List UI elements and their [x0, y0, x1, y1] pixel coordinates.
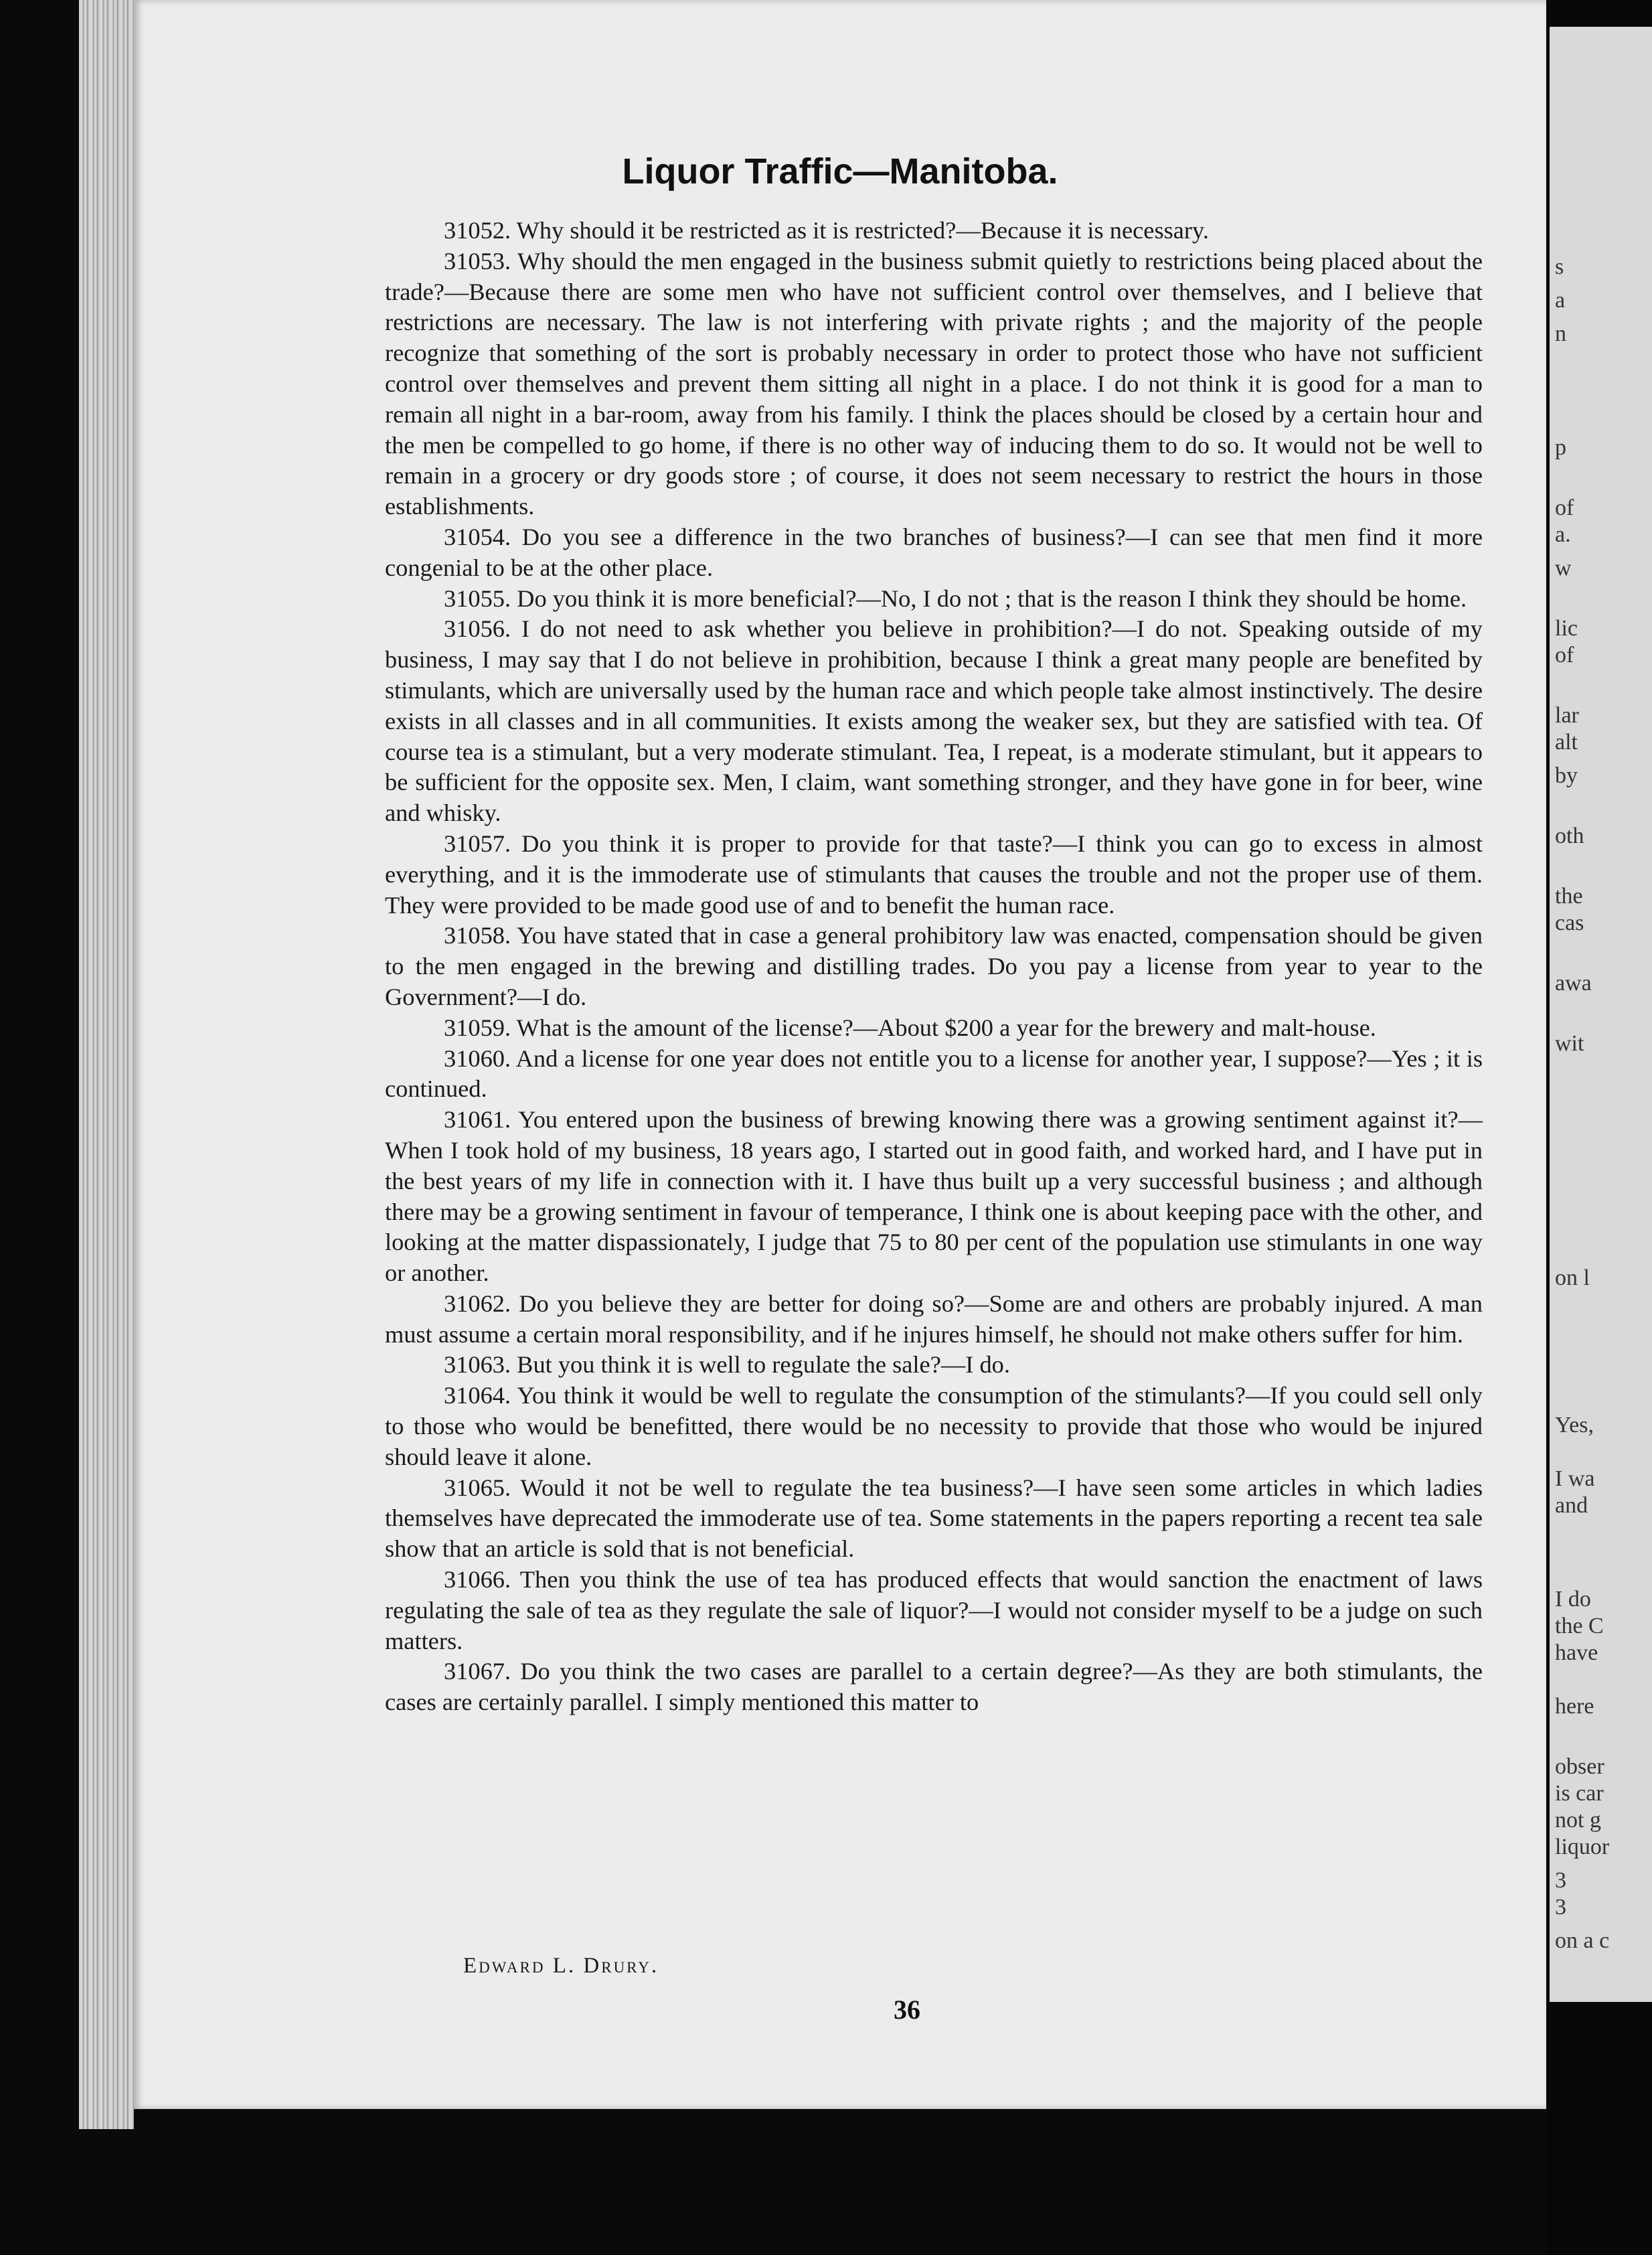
neighbor-fragment: on l [1555, 1265, 1590, 1290]
neighbor-fragment: I do [1555, 1587, 1591, 1612]
paragraph: 31053. Why should the men engaged in the business submit quietly to restrictions being placed about the trade?—Because there are some men who have not sufficient control over themselves, and I believe that restrictions are necessary. The law is not interfering with private rights ; and the majority of the people recognize that something of the sort is probably necessary in order to protect those who have not sufficient control over themselves and prevent them sitting all night in a place. I do not think it is good for a man to remain all night in a bar-room, away from his family. I think the places should be closed by a certain hour and the men be compelled to go home, if there is no other way of inducing them to do so. It would not be well to remain in a grocery or dry goods store ; of course, it does not seem necessary to restrict the hours in those establishments. [385, 247, 1483, 520]
paragraph: 31067. Do you think the two cases are parallel to a certain degree?—As they are both stimulants, the cases are certainly parallel. I simply mentioned this matter to [385, 1658, 1483, 1716]
paragraph: 31061. You entered upon the business of brewing knowing there was a growing sentiment against it?—When I took hold of my business, 18 years ago, I started out in good faith, and worked hard, and I have put in the best years of my life in connection with it. I have thus built up a very successful business ; and although there may be a growing sentiment in favour of temperance, I think one is about keeping pace with the other, and looking at the matter dispassionately, I judge that 75 to 80 per cent of the population use stimulants in one way or another. [385, 1106, 1483, 1287]
neighbor-fragment: obser [1555, 1754, 1604, 1779]
paragraph: 31056. I do not need to ask whether you believe in prohibition?—I do not. Speaking outside of my business, I may say that I do not believe in prohibition, because I think a great many people are benefited by stimulants, which are universally used by the human race and which people take almost instinctively. The desire exists in all classes and in all communities. It exists among the weaker sex, but they are satisfied with tea. Of course tea is a stimulant, but a very moderate stimulant. Tea, I repeat, is a moderate stimulant, but it appears to be sufficient for the opposite sex. Men, I claim, want something stronger, and they have gone in for beer, wine and whisky. [385, 615, 1483, 827]
neighbor-fragment: a [1555, 288, 1566, 313]
paragraph: 31054. Do you see a difference in the two branches of business?—I can see that men find it more congenial to be at the other place. [385, 523, 1483, 581]
neighbor-fragment: I wa [1555, 1466, 1595, 1491]
neighbor-fragment: the C [1555, 1614, 1604, 1638]
paragraph: 31052. Why should it be restricted as it is restricted?—Because it is necessary. [444, 217, 1209, 244]
neighbor-fragment: not g [1555, 1808, 1601, 1833]
neighbor-fragment: oth [1555, 824, 1584, 848]
neighbor-fragment: and [1555, 1493, 1588, 1518]
paragraph: 31065. Would it not be well to regulate the tea business?—I have seen some articles in which ladies themselves have deprecated the immoderate use of tea. Some statements in the papers reporting a recent tea sale show that an article is sold that is not beneficial. [385, 1474, 1483, 1563]
neighbor-fragment: of [1555, 643, 1574, 668]
neighbor-fragment: alt [1555, 730, 1578, 755]
neighbor-fragment: Yes, [1555, 1413, 1594, 1437]
paragraph: 31058. You have stated that in case a general prohibitory law was enacted, compensation should be given to the men engaged in the brewing and distilling trades. Do you pay a license from year to year to the Government?—I do. [385, 922, 1483, 1010]
paragraph: 31062. Do you believe they are better for doing so?—Some are and others are probably injured. A man must assume a certain moral responsibility, and if he injures himself, he should not make others suffer for him. [385, 1290, 1483, 1348]
neighbor-fragment: 3 [1555, 1868, 1566, 1893]
paragraph: 31057. Do you think it is proper to provide for that taste?—I think you can go to excess in almost everything, and it is the immoderate use of stimulants that causes the trouble and not the proper use of them. They were provided to be made good use of and to benefit the human race. [385, 830, 1483, 919]
neighbor-page-strip [1550, 27, 1652, 2002]
running-head: Liquor Traffic—Manitoba. [622, 151, 1058, 191]
page-number: 36 [894, 1995, 920, 2025]
paragraph: 31064. You think it would be well to regulate the consumption of the stimulants?—If you could sell only to those who would be benefitted, there would be no necessity to provide that those who would be injured should leave it alone. [385, 1382, 1483, 1470]
paragraph: 31059. What is the amount of the license?—About $200 a year for the brewery and malt-house. [444, 1014, 1376, 1041]
neighbor-fragment: on a c [1555, 1928, 1610, 1953]
paragraph: 31055. Do you think it is more beneficial?—No, I do not ; that is the reason I think they should be home. [444, 585, 1467, 612]
neighbor-fragment: liquor [1555, 1835, 1610, 1859]
paragraph: 31066. Then you think the use of tea has produced effects that would sanction the enactment of laws regulating the sale of tea as they regulate the sale of liquor?—I would not consider myself to be a judge on such matters. [385, 1566, 1483, 1654]
page-body [385, 216, 1483, 1718]
page-edges [79, 0, 139, 2129]
page-bottom-shadow [134, 2109, 1546, 2255]
neighbor-fragment: by [1555, 763, 1578, 788]
neighbor-fragment: 3 [1555, 1895, 1566, 1920]
neighbor-fragment: n [1555, 321, 1566, 346]
witness-signature: Edward L. Drury. [463, 1954, 659, 1978]
neighbor-fragment: have [1555, 1640, 1598, 1665]
neighbor-fragment: wit [1555, 1031, 1584, 1056]
neighbor-fragment: the [1555, 884, 1583, 909]
neighbor-fragment: lic [1555, 616, 1578, 641]
neighbor-fragment: lar [1555, 703, 1579, 728]
neighbor-fragment: w [1555, 556, 1572, 580]
neighbor-fragment: awa [1555, 971, 1592, 996]
paragraph: 31063. But you think it is well to regulate the sale?—I do. [444, 1351, 1010, 1379]
neighbor-fragment: here [1555, 1694, 1594, 1719]
neighbor-fragment: of [1555, 495, 1574, 520]
neighbor-fragment: s [1555, 254, 1564, 279]
neighbor-fragment: p [1555, 435, 1566, 460]
paragraph: 31060. And a license for one year does not entitle you to a license for another year, I suppose?—Yes ; it is continued. [385, 1044, 1483, 1103]
neighbor-fragment: a. [1555, 522, 1571, 547]
neighbor-fragment: is car [1555, 1781, 1604, 1806]
neighbor-fragment: cas [1555, 911, 1584, 935]
